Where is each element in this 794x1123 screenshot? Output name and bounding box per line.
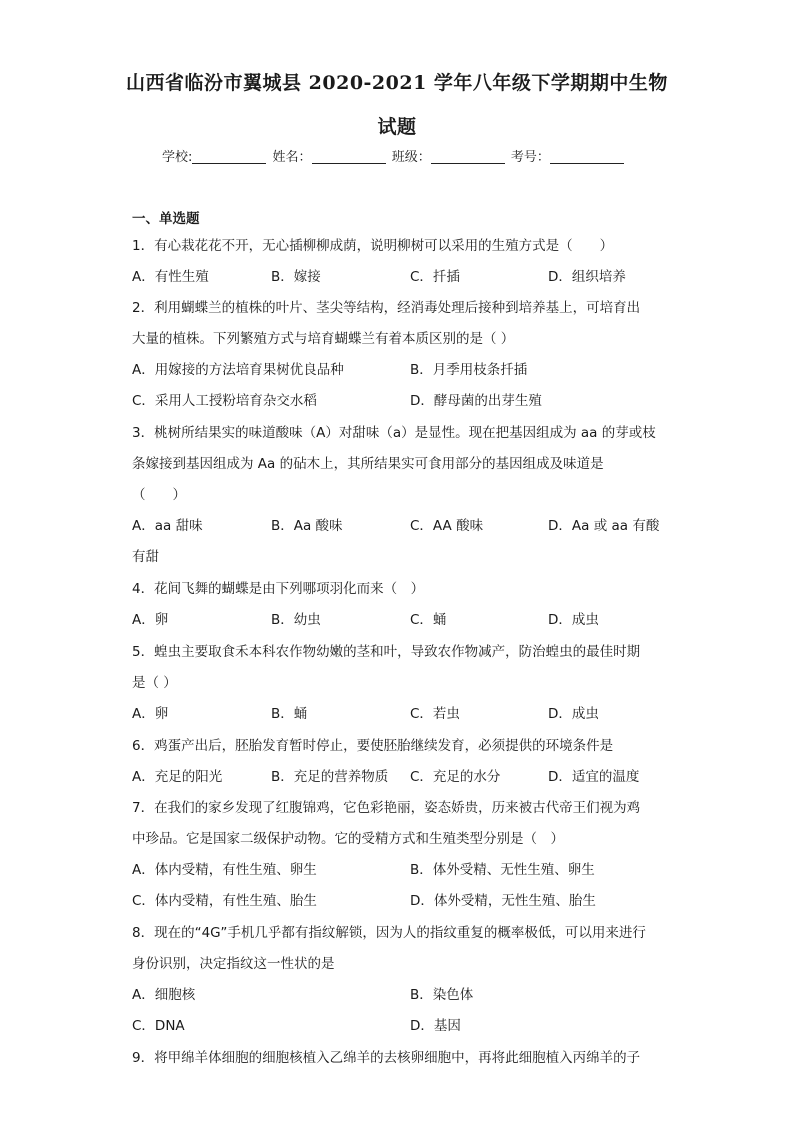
school-label: 学校:: [162, 150, 193, 165]
name-blank: [312, 149, 386, 164]
question-1-option-b: B．嫁接: [271, 269, 321, 285]
question-8-stem-line1: 8．现在的“4G”手机几乎都有指纹解锁，因为人的指纹重复的概率极低，可以用来进行: [132, 925, 646, 941]
question-6-option-b: B．充足的营养物质: [271, 769, 389, 785]
question-7-stem-line1: 7．在我们的家乡发现了红腹锦鸡，它色彩艳丽，姿态娇贵，历来被古代帝王们视为鸡: [132, 800, 641, 816]
question-5-option-a: A．卵: [132, 706, 169, 722]
question-5-option-c: C．若虫: [410, 706, 460, 722]
question-1-option-c: C．扦插: [410, 269, 460, 285]
question-5-option-b: B．蛹: [271, 706, 308, 722]
question-3-option-b: B．Aa 酸味: [271, 518, 343, 534]
question-2-option-a: A．用嫁接的方法培育果树优良品种: [132, 362, 344, 378]
question-6-stem: 6．鸡蛋产出后，胚胎发育暂时停止，要使胚胎继续发育，必须提供的环境条件是: [132, 738, 614, 754]
question-5-stem-line1: 5．蝗虫主要取食禾本科农作物幼嫩的茎和叶，导致农作物减产，防治蝗虫的最佳时期: [132, 644, 641, 660]
school-blank: [192, 149, 266, 164]
student-info-row: [162, 146, 626, 165]
question-3-option-d: D．Aa 或 aa 有酸: [548, 518, 660, 534]
question-3-stem-line2: 条嫁接到基因组成为 Aa 的砧木上，其所结果实可食用部分的基因组成及味道是: [132, 456, 604, 472]
question-2-option-c: C．采用人工授粉培育杂交水稻: [132, 393, 317, 409]
question-1-option-a: A．有性生殖: [132, 269, 209, 285]
question-3-option-a: A．aa 甜味: [132, 518, 203, 534]
question-8-option-d: D．基因: [410, 1018, 461, 1034]
question-3-stem-line3: （ ）: [132, 487, 186, 503]
exam-title-line1: 山西省临汾市翼城县 2020-2021 学年八年级下学期期中生物: [126, 72, 668, 94]
question-4-option-d: D．成虫: [548, 612, 599, 628]
question-6-option-a: A．充足的阳光: [132, 769, 223, 785]
question-7-option-b: B．体外受精、无性生殖、卵生: [410, 862, 595, 878]
section-heading: 一、单选题: [132, 211, 200, 227]
question-3-option-d-continued: 有甜: [132, 549, 159, 565]
class-label: 班级：: [391, 150, 431, 165]
question-4-option-c: C．蛹: [410, 612, 447, 628]
question-7-option-a: A．体内受精，有性生殖、卵生: [132, 862, 317, 878]
question-4-option-b: B．幼虫: [271, 612, 321, 628]
question-5-option-d: D．成虫: [548, 706, 599, 722]
question-4-option-a: A．卵: [132, 612, 169, 628]
question-7-option-d: D．体外受精，无性生殖、胎生: [410, 893, 596, 909]
class-blank: [431, 149, 505, 164]
question-6-option-c: C．充足的水分: [410, 769, 501, 785]
question-2-option-b: B．月季用枝条扦插: [410, 362, 528, 378]
question-8-stem-line2: 身份识别，决定指纹这一性状的是: [132, 956, 335, 972]
number-blank: [550, 149, 624, 164]
question-7-stem-line2: 中珍品。它是国家二级保护动物。它的受精方式和生殖类型分别是（ ）: [132, 831, 564, 847]
question-1-stem: 1．有心栽花花不开，无心插柳柳成荫，说明柳树可以采用的生殖方式是（ ）: [132, 238, 614, 254]
question-1-option-d: D．组织培养: [548, 269, 626, 285]
question-8-option-a: A．细胞核: [132, 987, 196, 1003]
question-7-option-c: C．体内受精，有性生殖、胎生: [132, 893, 317, 909]
question-8-option-c: C．DNA: [132, 1018, 185, 1034]
question-4-stem: 4．花间飞舞的蝴蝶是由下列哪项羽化而来（ ）: [132, 581, 425, 597]
number-label: 考号：: [510, 150, 550, 165]
question-2-stem-line2: 大量的植株。下列繁殖方式与培育蝴蝶兰有着本质区别的是（ ）: [132, 331, 515, 347]
question-2-option-d: D．酵母菌的出芽生殖: [410, 393, 542, 409]
question-8-option-b: B．染色体: [410, 987, 474, 1003]
question-2-stem-line1: 2．利用蝴蝶兰的植株的叶片、茎尖等结构，经消毒处理后接种到培养基上，可培育出: [132, 300, 641, 316]
question-5-stem-line2: 是（ ）: [132, 675, 177, 691]
name-label: 姓名：: [272, 150, 312, 165]
question-6-option-d: D．适宜的温度: [548, 769, 640, 785]
exam-title-line2: 试题: [377, 116, 417, 138]
question-3-stem-line1: 3．桃树所结果实的味道酸味（A）对甜味（a）是显性。现在把基因组成为 aa 的芽或枝: [132, 425, 656, 441]
question-3-option-c: C．AA 酸味: [410, 518, 484, 534]
question-9-stem-line1: 9．将甲绵羊体细胞的细胞核植入乙绵羊的去核卵细胞中，再将此细胞植入丙绵羊的子: [132, 1050, 641, 1066]
